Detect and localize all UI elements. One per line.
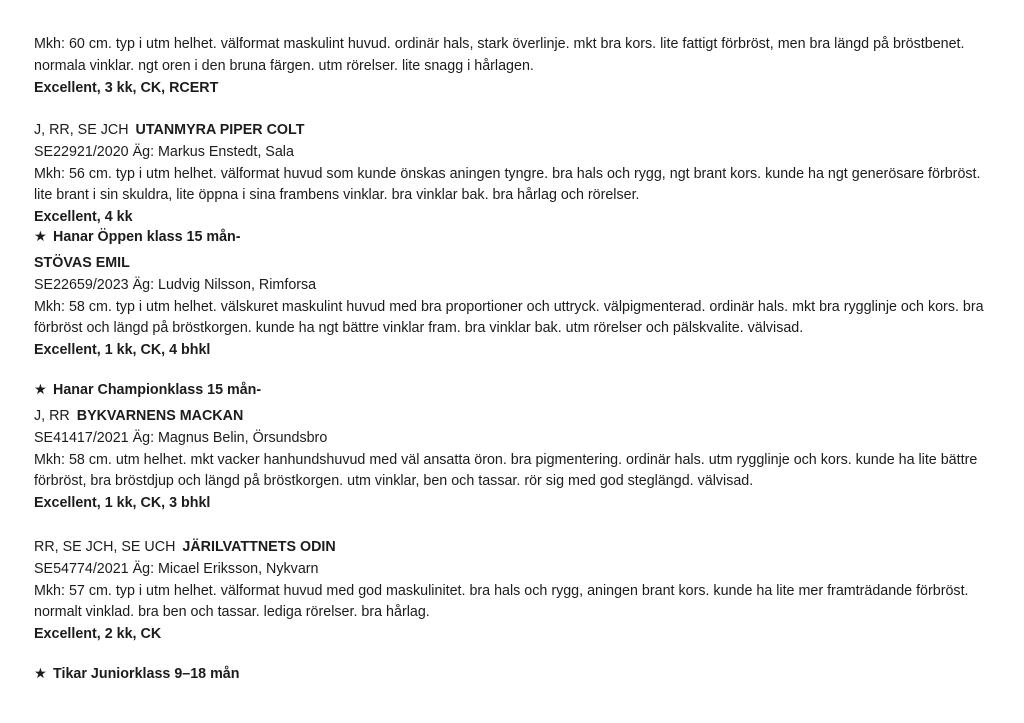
star-icon: ★	[34, 666, 47, 682]
entry-header	[34, 537, 984, 559]
class-heading-label: Hanar Championklass 15 mån-	[53, 382, 262, 398]
star-icon: ★	[34, 229, 47, 245]
entry-result: Excellent, 1 kk, CK, 4 bhkl	[34, 342, 211, 359]
entry-result: Excellent, 4 kk	[34, 209, 133, 226]
entry-dog-name: UTANMYRA PIPER COLT	[135, 122, 305, 138]
dog-entry	[34, 253, 984, 362]
entry-header	[34, 120, 984, 142]
dog-entry	[34, 537, 984, 646]
entry-critique: Mkh: 58 cm. typ i utm helhet. välskuret maskulint huvud med bra proportioner och uttryck. välpigmenterad. ordinär hals. mkt bra rygglinje och kors. bra förbröst och längd på bröstkorgen. kunde ha ngt bättre vinklar fram. bra vinklar bak. utm rörelser och pälskvalite. välvisad.	[34, 298, 984, 337]
entry-critique: Mkh: 58 cm. utm helhet. mkt vacker hanhundshuvud med väl ansatta öron. bra pigmentering. ordinär hals. utm rygglinje och kors. kunde ha lite bättre förbröst, bra bröstdjup och längd på bröstkorgen. utm vinklar, ben och tassar. rör sig med god steglängd. välvisad.	[34, 451, 978, 490]
dog-entry	[34, 120, 984, 229]
entry-critique: Mkh: 56 cm. typ i utm helhet. välformat huvud som kunde önskas aningen tyngre. bra hals och rygg, ngt brant kors. kunde ha ngt generösare förbröst. lite brant i sin skuldra, lite öppna i sina frambens vinklar. bra vinklar bak. bra hårlag och rörelser.	[34, 165, 981, 204]
entry-titles: RR, SE JCH, SE UCH	[34, 539, 176, 555]
entry-critique: Mkh: 57 cm. typ i utm helhet. välformat huvud med god maskulinitet. bra hals och rygg, aningen brant kors. kunde ha lite mer framträdande förbröst. normalt vinklad. bra ben och tassar. lediga rörelser. bra hårlag.	[34, 582, 969, 621]
class-heading	[34, 227, 984, 249]
star-icon: ★	[34, 382, 47, 398]
dog-entry	[34, 406, 984, 515]
entry-dog-name: JÄRILVATTNETS ODIN	[182, 539, 336, 555]
entry-titles: J, RR, SE JCH	[34, 122, 129, 138]
entry-registration: SE41417/2021 Äg: Magnus Belin, Örsundsbro	[34, 429, 328, 446]
class-heading-label: Tikar Juniorklass 9–18 mån	[53, 666, 240, 682]
class-heading-label: Hanar Öppen klass 15 mån-	[53, 229, 241, 245]
entry-registration: SE22921/2020 Äg: Markus Enstedt, Sala	[34, 143, 294, 160]
entry-header	[34, 406, 984, 428]
entry-titles: J, RR	[34, 408, 70, 424]
entry-dog-name: BYKVARNENS MACKAN	[76, 408, 244, 424]
entry-critique: Mkh: 60 cm. typ i utm helhet. välformat maskulint huvud. ordinär hals, stark överlinje. mkt bra kors. lite fattigt förbröst, men bra längd på bröstbenet. normala vinklar. ngt oren i den bruna färgen. utm rörelser. lite snagg i hårlagen.	[34, 36, 965, 74]
class-heading	[34, 380, 984, 402]
entry-dog-name: STÖVAS EMIL	[34, 255, 130, 271]
entry-registration: SE54774/2021 Äg: Micael Eriksson, Nykvarn	[34, 560, 319, 577]
entry-registration: SE22659/2023 Äg: Ludvig Nilsson, Rimforsa	[34, 276, 317, 293]
dog-entry	[34, 34, 984, 99]
class-heading	[34, 664, 984, 686]
entry-result: Excellent, 3 kk, CK, RCERT	[34, 79, 219, 96]
entry-result: Excellent, 1 kk, CK, 3 bhkl	[34, 495, 211, 512]
entry-result: Excellent, 2 kk, CK	[34, 626, 162, 643]
